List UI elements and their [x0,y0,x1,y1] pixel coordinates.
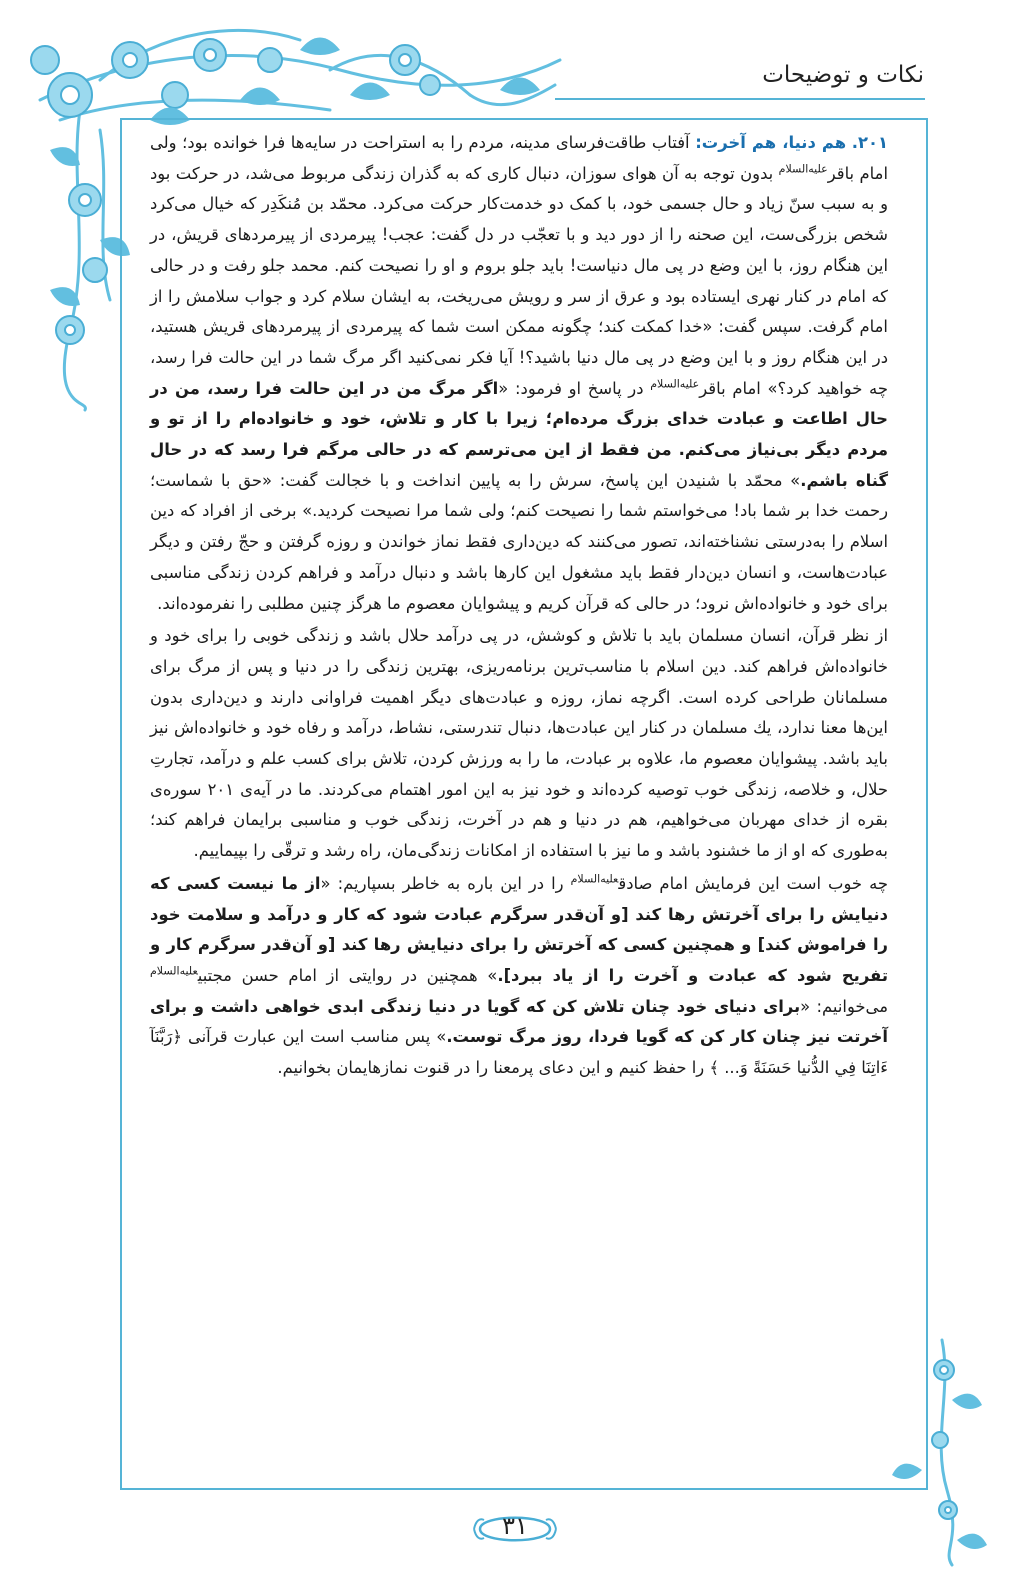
quote-text: اگر مرگ من در این حالت فرا رسد، من در حال اطاعت و عبادت خدای بزرگ مرده‌ام؛ زیرا با کار و تلاش، خود و خانواده‌ام را از تو و مردم دیگر بی‌نیاز می‌کنم. من فقط از این می‌ترسم که در حالی مرگم فرا رسد که در حال گناه باشم. [150,378,888,490]
quote-text: برای دنیای خود چنان تلاش کن که گویا در دنیا زندگی ابدی خواهی داشت و برای آخرتت نیز چنان کار کن که گویا فردا، روز مرگ توست. [150,996,888,1047]
body-text: می‌خوانیم: « [800,996,889,1016]
honorific-glyph: علیه‌السلام [778,162,828,176]
section-number: ۲۰۱. [851,133,888,152]
paragraph [150,621,888,867]
honorific-glyph: علیه‌السلام [650,377,700,391]
body-text: چه خوب است این فرمایش امام صادق [618,873,888,893]
body-text: » همچنین در روایتی از امام حسن مجتبی [197,965,498,985]
header-divider [555,98,925,100]
honorific-glyph: علیه‌السلام [570,872,619,886]
chapter-title: نکات و توضیحات [762,62,924,88]
body-text: بدون توجه به آن هوای سوزان، دنبال کاری که به گذران زندگی مربوط می‌شد، در حرکت بود و به سبب سنّ زیاد و حال جسمی خود، با کمک دو خدمت‌کار حرکت می‌کرد. محمّد بن مُنکَدِر که خیال می‌کرد شخص بزرگی‌ست، این صحنه را از دور دید و با تعجّب در دل گفت: عجب! پیرمردی از پیرمردهای قریش، در این هنگام روز، با این وضع در پی مال دنیاست! باید جلو بروم و او را نصیحت کنم. محمد جلو رفت و در حالی که امام در کنار نهری ایستاده بود و عرق از سر و رویش می‌ریخت، به ایشان سلام کرد و جواب سلامش را از امام گرفت. سپس گفت: «خدا کمکت کند؛ چگونه ممکن است شما که پیرمردی از پیرمردهای قریش هستید، در این هنگام روز و با این وضع در پی مال دنیا باشید؟! آیا فکر نمی‌کنید اگر مرگ شما در این حالت فرا رسد، چه خواهید کرد؟» امام باقر [150,163,888,398]
floral-ornament-bottom-right [882,1330,1002,1570]
page-number: ۳۱ [502,1512,528,1540]
article-body [150,128,888,1086]
body-text: از نظر قرآن، انسان مسلمان باید با تلاش و کوشش، در پی درآمد حلال باشد و زندگی خوبی را برای خود و خانواده‌اش فراهم کند. دین اسلام با مناسب‌ترین برنامه‌ریزی، بهترین زندگی را در دنیا و پس از مرگ برای مسلمانان طراحی کرده است. اگرچه نماز، روزه و عبادت‌های دیگر اهمیت فراوانی دارند و دین‌داری بدون این‌ها معنا ندارد، یك مسلمان در کنار این عبادت‌ها، دنبال تندرستی، نشاط، درآمد و رفاه خود و خانواده‌اش نیز باید باشد. پیشوایان معصوم ما، علاوه بر عبادت، ما را به ورزش کردن، تلاش برای کسب علم و درآمد، تجارتِ حلال، و خلاصه، زندگی خوب توصیه کرده‌اند و خود نیز به این امور اهتمام می‌کردند. ما در آیه‌ی ۲۰۱ سوره‌ی بقره از خدای مهربان می‌خواهیم، هم در دنیا و هم در آخرت، زندگی خوب و مناسبی برایمان فراهم کند؛ به‌طوری که او از ما خشنود باشد و ما نیز با استفاده از امکانات زندگی‌مان، راه رشد و ترقّی را بپیماییم. [150,626,889,861]
honorific-glyph: علیه‌السلام [150,964,198,978]
quote-text: از ما نیست کسی که دنیایش را برای آخرتش رها کند [و آن‌قدر سرگرم عبادت شود که کار و درآمد و سلامت خود را فراموش کند] و همچنین کسی که آخرتش را برای دنیایش رها کند [و آن‌قدر سرگرم کار و تفریح شود که عبادت و آخرت را از یاد ببرد]. [150,873,888,985]
paragraph [150,869,888,1084]
body-text: را در این باره به خاطر بسپاریم: « [320,873,571,893]
body-text: » پس مناسب است این عبارت قرآنی ﴿رَبَّنَآ ءَاتِنَا فِي الدُّنيا حَسَنَةً وَ... ﴾ را حفظ کنیم و این دعای پرمعنا را در قنوت نمازهایمان بخوانیم. [150,1027,888,1078]
body-text: در پاسخ او فرمود: « [498,378,651,398]
body-text: آفتاب طاقت‌فرسای مدینه، مردم را به استراحت در سایه‌ها فرا خوانده بود؛ ولی امام باقر [150,133,888,183]
section-title: هم دنیا، هم آخرت: [695,133,847,152]
paragraph [150,128,888,619]
body-text: » محمّد با شنیدن این پاسخ، سرش را به پایین انداخت و با خجالت گفت: «حق با شماست؛ رحمت خدا بر شما باد! می‌خواستم شما را نصیحت کنم؛ ولی شما مرا نصیحت کردید.» برخی از افراد که دین اسلام را به‌درستی نشناخته‌اند، تصور می‌کنند که دین‌داری فقط نماز خواندن و روزه گرفتن و حجّ رفتن و دیگر عبادت‌هاست، و انسان دین‌دار فقط باید مشغول این کارها باشد و دنبال درآمد و فراهم کردن زندگی مناسبی برای خود و خانواده‌اش نرود؛ در حالی که قرآن کریم و پیشوایان معصوم ما هرگز چنین مطلبی را نفرموده‌اند. [150,470,888,613]
